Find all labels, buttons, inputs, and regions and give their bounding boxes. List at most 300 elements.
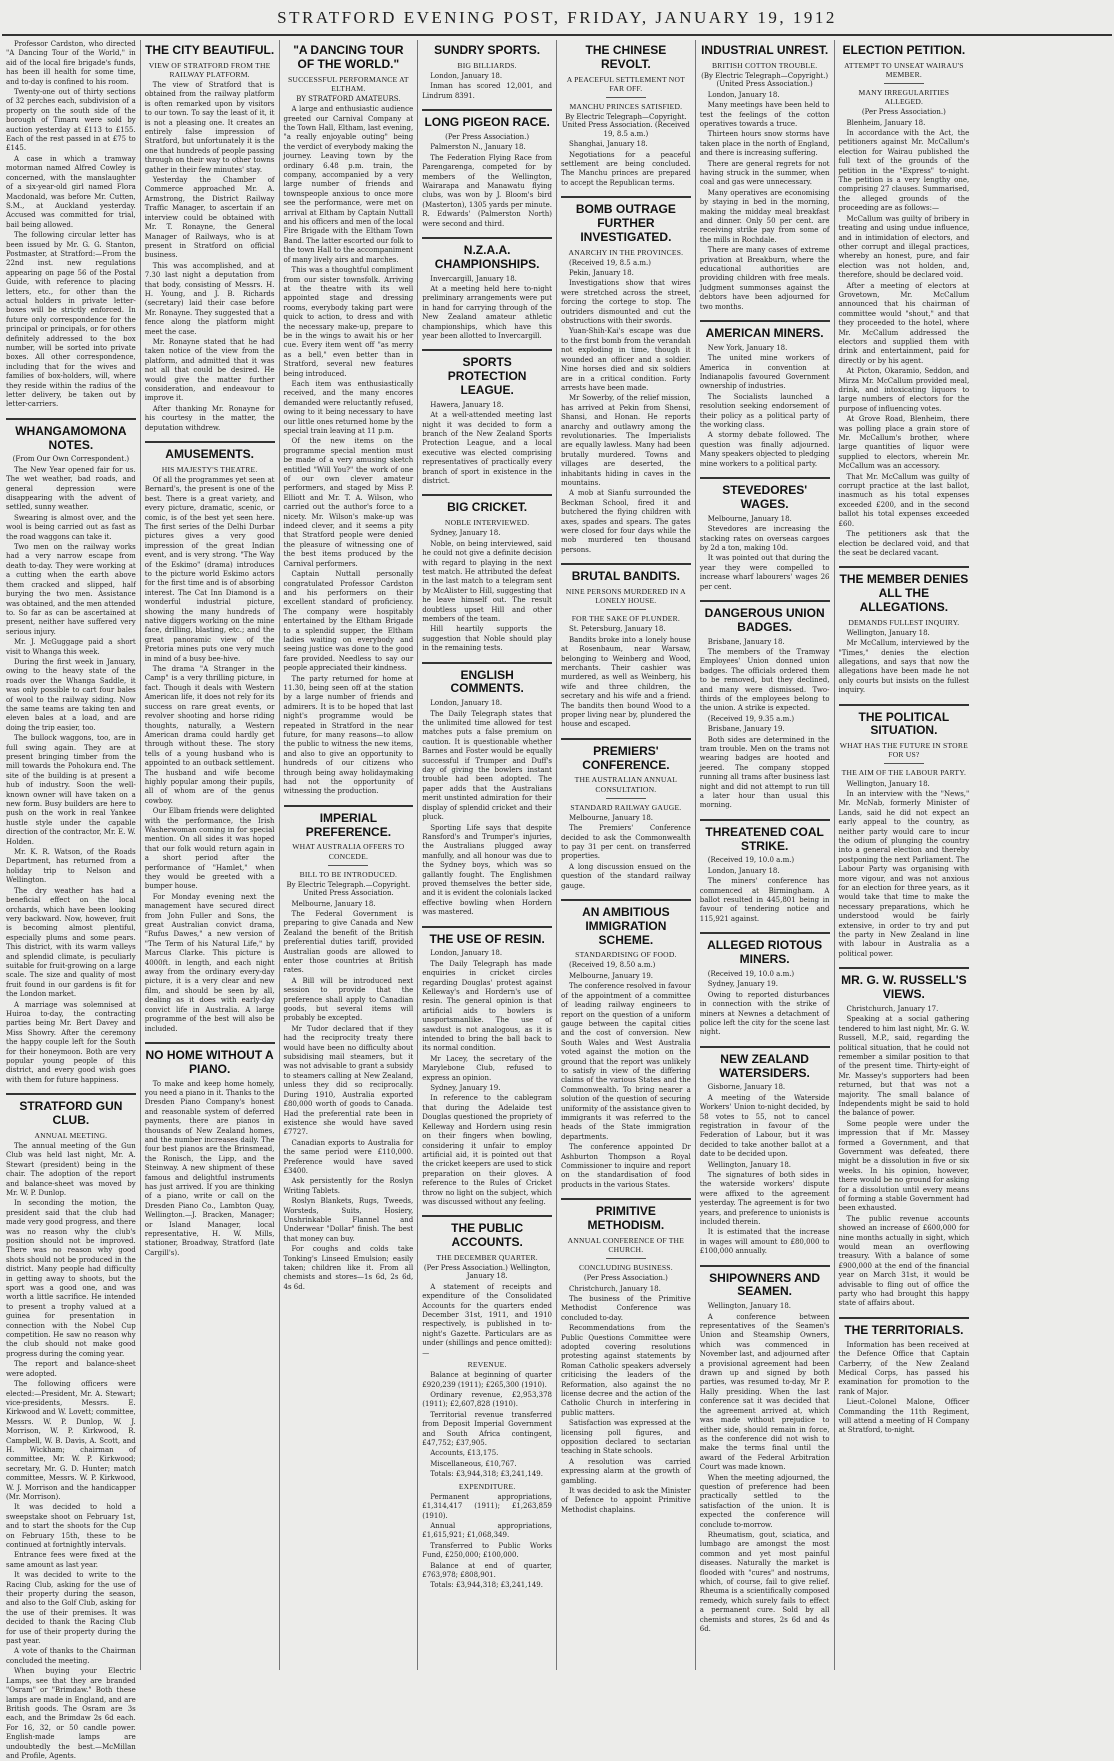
paragraph: A meeting of the Waterside Workers' Union to-night decided, by 58 votes to 55, not to cancel registration in favour of the Federation of Labour, but it was decided to take another ballot at a date to be decided upon. xyxy=(699,1093,830,1159)
article xyxy=(6,425,136,1085)
paragraph: At a well-attended meeting last night it was decided to form a branch of the New Zealand Sports Protection League, and a local executive was elected comprising representatives of practically every branch of sport in existence in the district. xyxy=(422,411,552,486)
article xyxy=(561,44,691,188)
subheadline: THE AIM OF THE LABOUR PARTY. xyxy=(841,768,967,778)
article xyxy=(284,44,414,797)
subheadline: ANARCHY IN THE PROVINCES. xyxy=(568,247,684,257)
paragraph: It was decided to ask the Minister of Defence to appoint Primitive Methodist chaplains. xyxy=(561,1487,691,1514)
paragraph: Mr. J. McGuggage paid a short visit to Whanga this week. xyxy=(6,638,136,656)
paragraph: Information has been received at the Defence Office that Captain Carberry, of the New Zealand Medical Corps, has passed his examination for promotion to the rank of Major. xyxy=(838,1340,970,1396)
article-separator xyxy=(700,600,830,602)
paragraph: Recommendations from the Public Questions Committee were adopted covering resolutions protesting against statements by Roman Catholic speakers adversely criticising the leaders of the Reformation, also against the no license decree and the action of the Catholic Church in interfering in public matters. xyxy=(561,1324,691,1417)
article-separator xyxy=(700,320,830,322)
article xyxy=(422,669,552,918)
article xyxy=(6,40,136,410)
paragraph: Both sides are determined in the tram trouble. Men on the trams not wearing badges are hooted and jeered. The company stopped running all trams after business last night and did not attempt to run till a later hour than usual this morning. xyxy=(699,735,830,810)
headline: THREATENED COAL STRIKE. xyxy=(705,824,824,853)
paragraph: There are general regrets for not having struck in the summer, when coal and gas were unnecessary. xyxy=(699,159,830,187)
paragraph: (Received 19, 10.0 a.m.) xyxy=(707,856,795,865)
paragraph: Mr Lacey, the secretary of the Marylebone Club, refused to express an opinion. xyxy=(422,1054,552,1082)
article-separator xyxy=(839,1317,970,1319)
column-2 xyxy=(141,40,280,1670)
headline: AMUSEMENTS. xyxy=(165,447,254,462)
article-separator xyxy=(561,196,691,198)
article-separator xyxy=(422,662,552,664)
paragraph: Stevedores are increasing the stacking rates on overseas cargoes by 2d a ton, making 10d. xyxy=(699,525,830,552)
paragraph: Many operatives are economising by staying in bed in the morning, making the midday meal breakfast and dinner. Only 50 per cent. are receiving strike pay from some of the mills in Rochdale. xyxy=(699,188,830,244)
paragraph: Gisborne, January 18. xyxy=(707,1083,786,1092)
paragraph: Blenheim, January 18. xyxy=(846,118,926,127)
paragraph: At Grove Road, Blenheim, there was polling place a grain store of Mr. McCallum's brother, where large quantities of liquor were supplied to electors, wherein Mr. McCallum was an accessory. xyxy=(838,415,970,471)
divider-rule xyxy=(884,763,924,764)
article xyxy=(145,1049,275,1258)
headline: SPORTS PROTECTION LEAGUE. xyxy=(447,355,527,397)
divider-rule xyxy=(606,798,646,799)
headline: MR. G. W. RUSSELL'S VIEWS. xyxy=(841,973,967,1002)
dateline: (Per Press Association.) Wellington, January 18. xyxy=(423,1264,551,1281)
paragraph: The Socialists launched a resolution seeking endorsement of their policy as a political party of the working class. xyxy=(699,392,830,430)
paragraph: The dry weather has had a beneficial effect on the local orchards, which have been looking very backward. Now, however, fruit is becoming almost plentiful, especially plums and some pears. This district, with its warm valleys and splendid climate, is peculiarly suitable for fruit-growing on a large scale. The size and quality of most fruit found in our gardens is fit for the London market. xyxy=(6,886,136,999)
paragraph: For coughs and colds take Tonking's Linseed Emulsion; easily taken; children like it. From all chemists and stores—1s 6d, 2s 6d, 4s 6d. xyxy=(283,1245,414,1291)
paragraph: London, January 18. xyxy=(430,71,503,80)
article xyxy=(700,1053,830,1257)
paragraph: The annual meeting of the Gun Club was held last night, Mr. A. Stewart (president) being in the chair. The adoption of the report and balance-sheet was moved by Mr. W. P. Dunlop. xyxy=(6,1141,136,1197)
paragraph: Noble, on being interviewed, said he could not give a definite decision with regard to playing in the next test match. He attributed the defeat in the last match to a telegram sent by McAlister to Hill, suggesting that he leave himself out. The result doubtless upset Hill and other members of the team. xyxy=(422,539,552,624)
paragraph: Twenty-one out of thirty sections of 32 perches each, subdivision of a property on the south side of the borough of Timaru were sold by auction yesterday at £113 to £155. Each of the rest passed in at £75 to £145. xyxy=(6,88,136,153)
article xyxy=(561,203,691,555)
paragraph: A long discussion ensued on the question of the standard railway gauge. xyxy=(561,862,691,890)
masthead-rule xyxy=(2,34,1112,36)
paragraph: Sporting Life says that despite Ransford's and Trumper's injuries, the Australians plugged away manfully, and all honour was due to the Sydney boys, which was so gallantly fought. The Englishmen proved themselves the better side, and it is evident the colonials lacked effective bowling when Hordern was mastered. xyxy=(422,823,552,917)
headline: THE CHINESE REVOLT. xyxy=(585,43,667,71)
paragraph: A case in which a tramway motorman named Alfred Cowley is concerned, with the manslaughter of a six-year-old girl named Flora Macdonald, was before Mr. Cutten, S.M., at Auckland yesterday. Accused was committed for trial, bail being allowed. xyxy=(6,154,136,229)
article-separator xyxy=(561,563,691,565)
article xyxy=(561,745,691,891)
headline: BIG CRICKET. xyxy=(447,500,528,515)
section-label: REVENUE. xyxy=(467,1360,507,1370)
article xyxy=(422,116,552,229)
subheadline: CONCLUDING BUSINESS. xyxy=(578,1263,673,1273)
article xyxy=(422,933,552,1208)
article xyxy=(561,1205,691,1515)
subheadline: VIEW OF STRATFORD FROM THE RAILWAY PLATFORM. xyxy=(148,60,271,79)
account-line: Permanent appropriations, £1,314,417 (1911); £1,263,859 (1910). xyxy=(422,1492,552,1520)
paragraph: The Federal Government is preparing to give Canada and New Zealand the benefit of the British preferential duties tariff, provided Australian goods are allowed to enter those countries at British rates. xyxy=(283,909,414,975)
article-separator xyxy=(6,1093,136,1095)
account-line: Balance at end of quarter, £763,978; £808,901. xyxy=(422,1561,552,1580)
article-separator xyxy=(6,418,136,420)
paragraph: The conference resolved in favour of the appointment of a committee of leading railway engineers to report on the question of a uniform gauge between the capital cities and the cost of conversion. New South Wales and West Australia voted against the motion on the ground that the report was unlikely to satisfy in view of the differing claims of the various States and the Commonwealth. To bring nearer a solution of the question of securing uniformity of the assistance given to immigrants it was referred to the heads of the State immigration departments. xyxy=(561,982,691,1141)
paragraph: London, January 18. xyxy=(707,866,780,875)
article xyxy=(422,356,552,486)
paragraph: A large and enthusiastic audience greeted our Carnival Company at the Town Hall, Eltham, last evening, "a really enjoyable outing" being the verdict of everybody making the journey. Leaving town by the ordinary 6.48 p.m. train, the company, accompanied by a very large number of friends and townspeople anxious to once more see the performance, were met on arrival at Eltham by Captain Nuttall and his officers and men of the local Fire Brigade with the Eltham Town Band. The latter escorted our folk to the town Hall to the accompaniment of many lively airs and marches. xyxy=(283,105,414,264)
paragraph: The Premiers' Conference decided to ask the Commonwealth to pay 31 per cent. on transferred properties. xyxy=(561,824,691,861)
headline: SUNDRY SPORTS. xyxy=(434,43,541,57)
paragraph: The following officers were elected:—President, Mr. A. Stewart; vice-presidents, Messrs. E. Kirkwood and W. Lovett; committee, Messrs. W. P. Dunlop, W. J. Morrison, W. P. Kirkwood, R. Campbell, W. B. Davis, A. Scott, and H. Wickham; chairman of committee, Mr. W. P. Kirkwood; secretary, Mr. G. D. Hunter; match committee, Messrs. W. P. Kirkwood, W. J. Morrison and the handicapper (Mr. Morrison). xyxy=(6,1380,136,1501)
paragraph: Satisfaction was expressed at the licensing poll figures, and opposition declared to sectarian teaching in State schools. xyxy=(561,1419,691,1456)
dateline: By Electric Telegraph—Copyright. United Press Association. (Received 19, 8.5 a.m.) xyxy=(561,112,690,138)
paragraph: Roslyn Blankets, Rugs, Tweeds, Worsteds, Suits, Hosiery, Unshrinkable Flannel and Underwear "Dollar" finish. The best that money can buy. xyxy=(283,1197,414,1243)
paragraph: London, January 18. xyxy=(707,90,780,99)
paragraph: Of the new items on the programme special mention must be made of a very amusing sketch entitled "Will You?" the work of one of our own clever amateur performers, and staged by Miss P. Elliott and Mr. T. A. Wilson, who carried out the author's force to a nicety. Mr. Wilson's make-up was indeed clever, and it seems a pity that Stratford people were denied the pleasure of witnessing one of the best items produced by the Carnival performers. xyxy=(283,437,414,568)
article xyxy=(839,974,970,1309)
paragraph: Palmerston N., January 18. xyxy=(430,143,526,152)
divider-rule xyxy=(606,609,646,610)
paragraph: The members of the Tramway Employees' Union donned union badges. The officials ordered them to be removed, but they declined, and many were dismissed. Two-thirds of the employees belong to the union. A strike is expected. xyxy=(699,647,830,713)
paragraph: Speaking at a social gathering tendered to him last night, Mr. G. W. Russell, M.P., said, regarding the political situation, that he could not remember a similar position to that of the present time. Thirty-eight of Mr. Massey's supporters had been returned, but that was not a majority. The small balance of Independents might be said to hold the balance of power. xyxy=(838,1015,970,1118)
paragraph: Of all the programmes yet seen at Bernard's, the present is one of the best. There is a great variety, and every picture, dramatic, scenic, or comic, is of the best yet seen here. The first series of the Delhi Durbar pictures gives a very good impression of the great Indian event, and is very strong. "The Way of the Eskimo" (drama) introduces to the picture world Eskimo actors for the first time and is of absorbing interest. The Cat Inn Diamond is a wonderful industrial picture, showing the many hundreds of native diggers working on the mine face, drilling, blasting, etc.; and the great panoramic view of the Pretoria mines puts one very much in mind of a busy bee-hive. xyxy=(144,475,275,663)
paragraph: Christchurch, January 17. xyxy=(846,1004,939,1013)
paragraph: Yuan-Shih-Kai's escape was due to the first bomb from the verandah not exploding in time, though it wounded an officer and a soldier. Nine horses died and six soldiers are in a critical condition. Forty arrests have been made. xyxy=(561,327,691,392)
headline: SHIPOWNERS AND SEAMEN. xyxy=(709,1270,821,1299)
article xyxy=(422,1222,552,1590)
paragraph: Sydney, January 19. xyxy=(707,980,778,989)
paragraph: Canadian exports to Australia for the same period were £110,000. Preference would have saved £3400. xyxy=(283,1138,414,1175)
article xyxy=(700,1272,830,1635)
headline: DANGEROUS UNION BADGES. xyxy=(704,605,825,634)
paragraph: The signatures of both sides in the waterside workers' dispute were affixed to the agreement yesterday. The agreement is for two years, and preference to unionists is included therein. xyxy=(699,1170,830,1227)
subheadline: WHAT AUSTRALIA OFFERS TO CONCEDE. xyxy=(292,842,405,861)
paragraph: The bullock waggons, too, are in full swing again. They are at present bringing timber from the mill towards the Pohokura end. The site of the building is at present a hub of industry. Soon the well-known owner will have taken on a new form. Busy builders are here to push on the work in real Yankee hustle style under the capable direction of the contractor, Mr. E. W. Holden. xyxy=(6,734,136,846)
paragraph: Captain Nuttall personally congratulated Professor Cardston and his performers on their excellent standard of proficiency. The company were hospitably entertained by the Eltham Brigade to a splendid supper, the Eltham ladies waiting on everybody and seeing justice was done to the good fare provided. Needless to say our people appreciated their kindness. xyxy=(283,570,414,673)
paragraph: This was a thoughtful compliment from our sister townsfolk. Arriving at the theatre with its well appointed stage and dressing rooms, everybody taking part were quick to action, to dress and with the necessary make-up, prepare to be in the wings to await his or her cue. Every item went off "as merry as a bell," even better than in Stratford, several new features being introduced. xyxy=(283,266,414,378)
paragraph: After thanking Mr. Ronayne for his courtesy in the matter, the deputation withdrew. xyxy=(144,404,275,432)
paragraph: Mr McCallum, interviewed by the "Times," denies the election allegations, and says that now the allegations have been made he not only courts but insists on the fullest inquiry. xyxy=(838,639,970,695)
headline: PREMIERS' CONFERENCE. xyxy=(582,743,670,772)
headline: AMERICAN MINERS. xyxy=(705,326,824,341)
article xyxy=(145,44,275,433)
paragraph: A mob at Sianfu surrounded the Beckman School, fired it and butchered the flying children with axes, spades and spears. The gates were closed for four days while the mob murdered ten thousand persons. xyxy=(561,489,691,554)
article-separator xyxy=(422,109,552,111)
subheadline: THE DECEMBER QUARTER. xyxy=(436,1252,538,1262)
headline: BOMB OUTRAGE FURTHER INVESTIGATED. xyxy=(575,202,676,244)
divider-rule xyxy=(606,1258,646,1259)
article-separator xyxy=(422,237,552,239)
headline: NO HOME WITHOUT A PIANO. xyxy=(145,1047,274,1076)
paragraph: Brisbane, January 18. xyxy=(707,637,785,646)
paragraph: During the first week in January, owing to the heavy state of the roads over the Whanga Saddle, it was only possible to cart four bales of wool to the railway siding. Now the same teams are taking ten and eleven bales at a load, and are doing the trip easier, too. xyxy=(6,657,136,732)
paragraph: The New Year opened fair for us. The wet weather, bad roads, and general depression were disappearing with the advent of settled, sunny weather. xyxy=(6,465,136,512)
headline: INDUSTRIAL UNREST. xyxy=(701,43,829,57)
paragraph: At a meeting held here to-night preliminary arrangements were put in hand for carrying through of the New Zealand amateur athletic championships, which have this year been allotted to Invercargill. xyxy=(422,284,552,340)
article xyxy=(422,501,552,653)
article-separator xyxy=(839,704,970,706)
paragraph: Brisbane, January 19. xyxy=(707,725,785,734)
headline: IMPERIAL PREFERENCE. xyxy=(305,810,392,839)
subheadline: ANNUAL CONFERENCE OF THE CHURCH. xyxy=(567,1235,685,1254)
headline: ALLEGED RIOTOUS MINERS. xyxy=(707,938,823,967)
paragraph: Entrance fees were fixed at the same amount as last year. xyxy=(6,1551,136,1569)
paragraph: Shanghai, January 18. xyxy=(569,140,648,149)
headline: THE USE OF RESIN. xyxy=(429,931,545,946)
paragraph: Wellington, January 18. xyxy=(846,628,930,637)
paragraph: A statement of receipts and expenditure of the Consolidated Accounts for the quarters ended December 31st, 1911, and 1910 respectively, is published in to-night's Gazette. Particulars are as under (shillings and pence omitted):— xyxy=(422,1282,552,1357)
headline: THE POLITICAL SITUATION. xyxy=(858,709,950,738)
paragraph: Each item was enthusiastically received, and the many encores demanded were reluctantly refused, owing to it being necessary to have our little ones returned home by the special train leaving at 11 p.m. xyxy=(283,379,414,436)
divider-rule xyxy=(328,865,368,866)
paragraph: Negotiations for a peaceful settlement are being concluded. The Manchu princes are prepared to accept the Republican terms. xyxy=(561,150,691,187)
paragraph: A vote of thanks to the Chairman concluded the meeting. xyxy=(6,1647,136,1665)
paragraph: Christchurch, January 18. xyxy=(569,1284,661,1293)
paragraph: Sydney, January 19. xyxy=(430,1084,501,1093)
article xyxy=(145,448,275,1034)
article-separator xyxy=(145,441,275,443)
section-label: EXPENDITURE. xyxy=(458,1481,516,1491)
headline: NEW ZEALAND WATERSIDERS. xyxy=(719,1051,810,1080)
subheadline: STANDARD RAILWAY GAUGE. xyxy=(570,802,682,812)
column-4 xyxy=(418,40,557,1670)
paragraph: Melbourne, January 18. xyxy=(707,514,792,523)
article-separator xyxy=(700,1265,830,1267)
headline: BRUTAL BANDITS. xyxy=(571,569,680,584)
divider-rule xyxy=(606,97,646,98)
paragraph: Melbourne, January 19. xyxy=(569,971,654,980)
paragraph: This was accomplished, and at 7.30 last night a deputation from that body, consisting of Messrs. H. H. Young, and J. B. Richards (secretary) laid their case before Mr. Ronayne. They suggested that a fence along the platform might meet the case. xyxy=(144,261,275,336)
paragraph: To make and keep home homely, you need a piano in it. Thanks to the Dresden Piano Company's honest and reasonable system of deferred payments, there are pianos in thousands of New Zealand homes, and the number increases daily. The four best pianos are the Brinsmead, the Ronisch, the Lipp, and the Steinway. A new shipment of these famous and delightful instruments has just arrived. If you are thinking of a piano, write or call on the Dresden Piano Co., Lambton Quay, Wellington.—J. Bracken, Manager; or Island Manager, local representative, H. W. Mills, stationer, Broadway, Stratford (late Cargill's). xyxy=(144,1079,275,1257)
headline: THE TERRITORIALS. xyxy=(844,1322,964,1337)
headline: ENGLISH COMMENTS. xyxy=(450,667,524,696)
paragraph: Mr. Ronayne stated that he had taken notice of the view from the platform, and admitted that it was not all that could be desired. He would give the matter further consideration, and endeavour to improve it. xyxy=(144,337,275,403)
paragraph: Mr Sowerby, of the relief mission, has arrived at Pekin from Shensi, Shansi, and Honan. He reports anarchy and outlawry among the revolutionaries. The Imperialists are equally lawless. Many had been brutally murdered. Towns and villages are deserted, the inhabitants hiding in caves in the mountains. xyxy=(561,394,691,487)
paragraph: Ask persistently for the Roslyn Writing Tablets. xyxy=(283,1177,414,1195)
paragraph: The report and balance-sheet were adopted. xyxy=(6,1360,136,1378)
paragraph: The view of Stratford that is obtained from the railway platform is often remarked upon by visitors to our town. To say the least of it, it is not a pleasing one. It creates an entirely false impression of Stratford, but unfortunately it is the one that hundreds of people passing through on their way to other towns gather in their few minutes' stay. xyxy=(144,81,275,174)
article-separator xyxy=(839,566,970,568)
article xyxy=(700,826,830,924)
subheadline: STANDARDISING OF FOOD. xyxy=(575,950,677,960)
article-separator xyxy=(700,477,830,479)
paragraph: Bandits broke into a lonely house at Rosenbaum, near Warsaw, belonging to Weinberg and Wood, merchants. Their cashier was murdered, as well as Weinberg, his wife and three children, the secretary and his wife and a friend. The bandits then bound Wood to a proper living near by, plundered the house and escaped. xyxy=(561,635,691,729)
account-line: Accounts, £13,175. xyxy=(430,1449,499,1458)
paragraph: Wellington, January 18. xyxy=(707,1302,792,1311)
paragraph: It is estimated that the increase in wages will amount to £80,000 to £100,000 annually. xyxy=(699,1228,830,1256)
paragraph: Hill heartily supports the suggestion that Noble should play in the remaining tests. xyxy=(422,625,552,653)
dateline: (Per Press Association.) xyxy=(445,132,530,141)
paragraph: (Received 19, 8.50 a.m.) xyxy=(569,961,656,970)
paragraph: It was decided to hold a sweepstake shoot on February 1st, and to start the shoots for the Cup on February 15th, these to be continued at fortnightly intervals. xyxy=(6,1503,136,1549)
article xyxy=(839,711,970,960)
article xyxy=(839,1324,970,1436)
paragraph: A resolution was carried expressing alarm at the growth of gambling. xyxy=(561,1457,691,1485)
paragraph: The business of the Primitive Methodist Conference was concluded to-day. xyxy=(561,1294,691,1322)
paragraph: In accordance with the Act, the petitioners against Mr. McCallum's election for Wairau published the full text of the grounds of the petition in the "Express" to-night. The petition is a very lengthy one, comprising 27 clauses. Summarised, the alleged grounds of the proceeding are as follows:— xyxy=(838,129,970,213)
paragraph: The public revenue accounts showed an increase of £600,000 for nine months actually in sight, which would mean an overflowing treasury. With a balance of some £900,000 at the end of the financial year on March 31st, it would be advisable to fling out of office the party who had brought this happy state of affairs about. xyxy=(838,1214,970,1308)
account-line: Balance at beginning of quarter £920,239 (1911); £265,300 (1910). xyxy=(422,1371,552,1389)
paragraph: The conference appointed Dr Ashburton Thompson a Royal Commissioner to inquire and report on the standardisation of food products in the various States. xyxy=(561,1143,691,1189)
subheadline: THE AUSTRALIAN ANNUAL CONSULTATION. xyxy=(574,775,678,794)
dateline: (Per Press Association.) xyxy=(583,1274,668,1283)
headline: THE PUBLIC ACCOUNTS. xyxy=(451,1221,524,1250)
article-separator xyxy=(839,967,970,969)
dateline: (Per Press Association.) xyxy=(861,108,946,117)
account-line: Annual appropriations, £1,615,921; £1,068,349. xyxy=(422,1521,552,1540)
paragraph: Our Elbam friends were delighted with the performance, the Irish Washerwoman coming in for special mention. On all sides it was hoped that our folk would return again in a short period after the performance of "Hamlet," when they would be greeted with a bumper house. xyxy=(144,807,275,891)
paragraph: A Bill will be introduced next session to provide that the preference shall apply to Canadian goods, but several items will probably be excepted. xyxy=(283,976,414,1023)
column-3 xyxy=(280,40,419,1670)
paragraph: Professor Cardston, who directed "A Dancing Tour of the World," in aid of the local fire brigade's funds, has been ill health for some time, and to-day is confined to his room. xyxy=(6,40,136,86)
dateline: (From Our Own Correspondent.) xyxy=(12,455,130,464)
article xyxy=(700,607,830,811)
paragraph: The party returned for home at 11.30, being seen off at the station by a large number of friends and admirers. It is to be hoped that last night's programme would be repeated in Stratford in the near future, for many reasons—to allow the public to witness the new items, and also to give an opportunity to hundreds of our citizens who through being away holidaymaking had not the opportunity of witnessing the production. xyxy=(283,674,414,796)
article-separator xyxy=(422,926,552,928)
article xyxy=(700,939,830,1037)
newspaper-page xyxy=(2,40,1112,1760)
subheadline: MANCHU PRINCES SATISFIED. xyxy=(569,101,683,111)
paragraph: Wellington, January 18. xyxy=(707,1160,792,1169)
paragraph: (Received 19, 9.35 a.m.) xyxy=(707,714,795,723)
article-separator xyxy=(700,1046,830,1048)
paragraph: For Monday evening next the management have secured direct from John Fuller and Sons, the great Australian convict drama, "Rufus Dawes," a new version of "The Term of his Natural Life," by Marcus Clarke. This picture is 4000ft. in length, and each night away from the ordinary every-day picture, it is a very clear and new film, and should be seen by all, dealing as it does with early-day convict life in Australia. A large programme of the best will also be included. xyxy=(144,892,275,1033)
subheadline: BILL TO BE INTRODUCED. xyxy=(299,869,398,879)
article-separator xyxy=(284,805,414,807)
column-6 xyxy=(696,40,835,1670)
subheadline: SUCCESSFUL PERFORMANCE AT ELTHAM. xyxy=(287,74,409,93)
paragraph: London, January 18. xyxy=(430,949,503,958)
paragraph: The drama "A Stranger in the Camp" is a very thrilling picture, in fact. Though it deals with Western American life, it does not rely for its success on rare great events, or revolver shooting and horse riding thoughts, naturally, a Western American drama could hardly get through without these. The story tells of a young husband who is appointed to an outback settlement. The husband and wife become highly popular among their pupils, all of whom are of the genus cowboy. xyxy=(144,665,275,805)
headline: THE CITY BEAUTIFUL. xyxy=(145,43,275,57)
headline: ELECTION PETITION. xyxy=(842,43,966,57)
paragraph: In an interview with the "News," Mr. McNab, formerly Minister of Lands, said he did not expect an early appeal to the country, as neither party would care to incur the odium of plunging the country into a general election and thereby postponing the next Parliament. The Labour Party was organising with more vigour, and was not anxious for an election for three years, as it would take that time to make the necessary preparations, which he understood would be fairly extensive, in order to try and put the party in New Zealand in line with labour in Australia as a political power. xyxy=(838,789,970,958)
column-5 xyxy=(557,40,696,1670)
dateline: (By Electric Telegraph—Copyright.) (United Press Association.) xyxy=(701,71,829,89)
headline: PRIMITIVE METHODISM. xyxy=(587,1204,665,1233)
article xyxy=(700,484,830,592)
account-line: Totals: £3,944,318; £3,241,149. xyxy=(430,1470,543,1479)
article xyxy=(839,44,970,558)
paragraph: Melbourne, January 18. xyxy=(291,899,376,908)
paragraph: Owing to reported disturbances in connection with the strike of miners at Newnes a detachment of police left the city for the scene last night. xyxy=(699,990,830,1037)
divider-rule xyxy=(884,83,924,84)
subheadline: FOR THE SAKE OF PLUNDER. xyxy=(571,614,680,624)
article-separator xyxy=(700,932,830,934)
article-separator xyxy=(561,1198,691,1200)
subheadline: NINE PERSONS MURDERED IN A LONELY HOUSE. xyxy=(565,587,686,606)
column-7 xyxy=(835,40,974,1670)
headline: N.Z.A.A. CHAMPIONSHIPS. xyxy=(434,242,540,271)
article-separator xyxy=(422,494,552,496)
paragraph: Mr. K. R. Watson, of the Roads Department, has returned from a holiday trip to Nelson and Wellington. xyxy=(6,848,136,885)
paragraph: It was pointed out that during the year they were compelled to increase wharf labourers' wages 26 per cent. xyxy=(699,554,830,591)
subheadline: MANY IRREGULARITIES ALLEGED. xyxy=(858,88,950,107)
article xyxy=(700,44,830,312)
headline: "A DANCING TOUR OF THE WORLD." xyxy=(293,43,404,71)
article xyxy=(839,573,970,695)
paragraph: The Federation Flying Race from Parengarenga, competed for by members of the Wellington, Wairarapa and Manawatu flying clubs, was won by J. Bloom's bird (Masterton), 1305 yards per minute. R. Edwards' (Palmerston North) were second and third. xyxy=(422,153,553,228)
paragraph: In reference to the cablegram that during the Adelaide test Douglas questioned the propriety of Kelleway and Hordern using resin on their fingers when bowling, considering it unfair to employ artificial aid, it is pointed out that the cricket keepers are used to stick preparation on their gloves. A reference to the Rules of Cricket throw no light on the subject, which was discussed without any feeling. xyxy=(422,1094,552,1206)
paragraph: The Daily Telegraph states that the unlimited time allowed for test matches puts a false premium on caution. It is questionable whether Barnes and Foster would be equally successful if Trumper and Duff's day of giving the bowlers instant trouble had been adopted. The paper adds that the Australians merit unstinted admiration for their display of splendid cricket and their pluck. xyxy=(422,709,552,822)
headline: STRATFORD GUN CLUB. xyxy=(19,1099,123,1128)
masthead: STRATFORD EVENING POST, FRIDAY, JANUARY 19, 1912 xyxy=(277,8,837,27)
article xyxy=(284,812,414,1292)
paragraph: McCallum was guilty of bribery in treating and using undue influence, and in intimidation of electors, and other corrupt and illegal practices, whereby an honest, pure, and fair election was not holden, and, therefore, should be declared void. xyxy=(838,214,970,280)
paragraph: Hawera, January 18. xyxy=(430,400,504,409)
paragraph: At Picton, Okaramio, Seddon, and Mirza Mr. McCallum provided meal, drink, and intoxicating liquors to large numbers of electors for the purpose of influencing votes. xyxy=(838,367,970,413)
paragraph: (Received 19, 10.0 a.m.) xyxy=(707,969,795,978)
paragraph: Lieut.-Colonel Malone, Officer Commanding the 11th Regiment, will attend a meeting of H Company at Stratford, to-night. xyxy=(838,1398,970,1435)
paragraph: Wellington, January 18. xyxy=(846,779,930,788)
paragraph: Invercargill, January 18. xyxy=(430,274,517,283)
paragraph: London, January 18. xyxy=(430,699,503,708)
headline: THE MEMBER DENIES ALL THE ALLEGATIONS. xyxy=(839,572,969,614)
subheadline: DEMANDS FULLEST INQUIRY. xyxy=(848,617,960,627)
article-separator xyxy=(145,1042,275,1044)
article xyxy=(422,244,552,341)
paragraph: Rheumatism, gout, sciatica, and lumbago are amongst the most common and yet most painful diseases. Naturally the market is flooded with "cures" and nostrums, which, of course, fail to give relief. Rheuma is a scientifically composed remedy, which surely fails to effect a permanent cure. Sold by all chemists and stores, 2s 6d and 4s 6d. xyxy=(699,1530,830,1634)
article xyxy=(561,906,691,1190)
headline: AN AMBITIOUS IMMIGRATION SCHEME. xyxy=(582,904,670,947)
paragraph: Yesterday the Chamber of Commerce approached Mr. A. Armstrong, the District Railway Traffic Manager, to ascertain if an interview could be obtained with Mr. T. Ronayne, the General Manager of Railways, who is at present in Stratford on official business. xyxy=(144,176,275,260)
paragraph: A marriage was solemnised at Huiroa to-day, the contracting parties being Mr. Bert Davey and Miss Showry. After the ceremony the happy couple left for the South for their honeymoon. Both are very popular young people of this district, and every good wish goes with them for future happiness. xyxy=(6,1000,136,1084)
paragraph: There are many cases of extreme privation at Breakburn, where the educational authorities are providing children with free meals. Judgment summonses against the debtors have been adjourned for two months. xyxy=(699,246,830,311)
paragraph: Two men on the railway works had a very narrow escape from death to-day. They were working at a cutting when the earth above them cracked and slipped, half burying the two men. Assistance was obtained, and the men attended to. So far as can be ascertained at present, neither have suffered very serious injury. xyxy=(6,543,136,636)
paragraph: Swearing is almost over, and the wool is being carried out as fast as the road waggons can take it. xyxy=(6,513,136,541)
paragraph: (Received 19, 8.5 a.m.) xyxy=(569,258,651,267)
paragraph: Inman has scored 12,001, and Lindrum 8391. xyxy=(422,82,552,100)
paragraph: In seconding the motion, the president said that the club had made very good progress, and there was no reason why the club's position should not be improved. There was no reason why good shots should not be produced in the district. Many people had difficulty in getting away to shoots, but the sport was a good one, and was worth a little sacrifice. He intended to present a trophy valued at a guinea for presentation in connection with the Nobel Cup competition. He saw no reason why the club should not make good progress during the coming year. xyxy=(6,1199,136,1358)
article-separator xyxy=(422,1215,552,1217)
account-line: Miscellaneous, £10,767. xyxy=(430,1459,517,1468)
paragraph: That Mr. McCallum was guilty of corrupt practice at the last ballot, inasmuch as his total expenses exceeded £200, and in the second ballot his total expenses exceeded £60. xyxy=(838,472,970,528)
paragraph: The Daily Telegraph has made enquiries in cricket circles regarding Douglas' protest against Kelleway's and Hordern's use of resin. The general opinion is that artificial aids to bowlers is unsportsmanlike. The use of sawdust is not analogous, as it is intended to bring the ball back to its normal condition. xyxy=(422,959,552,1053)
account-line: Territorial revenue transferred from Deposit Imperial Government and South Africa contingent, £47,752; £37,905. xyxy=(422,1410,552,1448)
article xyxy=(700,327,830,469)
subheadline: BIG BILLIARDS. xyxy=(457,60,517,70)
subheadline: WHAT HAS THE FUTURE IN STORE FOR US? xyxy=(839,741,968,760)
subheadline: A PEACEFUL SETTLEMENT NOT FAR OFF. xyxy=(566,74,686,93)
paragraph: A stormy debate followed. The question was finally adjourned. Many speakers objected to pledging mine workers to a political party. xyxy=(699,431,830,468)
paragraph: Pekin, January 18. xyxy=(569,269,634,278)
paragraph: Melbourne, January 18. xyxy=(569,813,654,822)
paragraph: Thirteen hours snow storms have taken place in the north of England, and there is increasing suffering. xyxy=(699,130,830,158)
subheadline: ATTEMPT TO UNSEAT WAIRAU'S MEMBER. xyxy=(844,60,964,79)
subheadline: NOBLE INTERVIEWED. xyxy=(444,518,530,528)
paragraph: Many meetings have been held to test the feelings of the cotton operatives towards a truce. xyxy=(699,101,830,128)
paragraph: When buying your Electric Lamps, see that they are branded "Osram" or "Brimdaw." Both these lamps are made in England, and are British goods. The Osram are 3s each, and the Brimdaw 2s 6d each. For 16, 32, or 50 candle power. English-made lamps are undoubtedly the best.—McMillan and Profile, Agents. xyxy=(6,1667,136,1760)
paragraph: The miners' conference has commenced at Birmingham. A ballot resulted in 445,801 being in favour of tendering notice and 115,921 against. xyxy=(699,877,830,923)
headline: WHANGAMOMONA NOTES. xyxy=(15,423,127,452)
article xyxy=(561,570,691,730)
account-line: Ordinary revenue, £2,953,378 (1911); £2,607,828 (1910). xyxy=(422,1391,552,1409)
subheadline: BRITISH COTTON TROUBLE. xyxy=(711,60,818,70)
subheadline: HIS MAJESTY'S THEATRE. xyxy=(161,464,258,474)
paragraph: A conference between representatives of the Seamen's Union and Steamship Owners, which was commenced in November last, and adjourned after a provisional agreement had been drawn up and signed by both parties, was resumed to-day, Mr P. Hally presiding. When the last conference sat it was decided that the agreement arrived at, which was made without prejudice to either side, should remain in force, as the conference did not wish to make the terms final until the award of the Federal Arbitration Court was made known. xyxy=(699,1312,830,1472)
article-separator xyxy=(700,819,830,821)
paragraph: When the meeting adjourned, the question of preference had been practically settled to the satisfaction of the union. It is expected the conference will conclude to-morrow. xyxy=(699,1473,830,1529)
headline: LONG PIGEON RACE. xyxy=(424,115,550,130)
headline: STEVEDORES' WAGES. xyxy=(722,483,808,511)
account-line: Transferred to Public Works Fund, £250,000; £100,000. xyxy=(422,1541,552,1560)
paragraph: It was decided to write to the Racing Club, asking for the use of their property during the season, and also to the Golf Club, asking for the use of their premises. It was decided to thank the Racing Club for use of their property during the past year. xyxy=(6,1571,136,1646)
paragraph: New York, January 18. xyxy=(707,343,788,352)
account-line: Totals: £3,944,318; £3,241,149. xyxy=(430,1581,543,1590)
column-1 xyxy=(2,40,141,1760)
paragraph: St. Petersburg, January 18. xyxy=(569,625,666,634)
paragraph: Investigations show that wires were stretched across the street, forcing the cortege to stop. The outriders dismounted and cut the obstructions with their swords. xyxy=(561,279,691,326)
paragraph: Some people were under the impression that if Mr. Massey formed a Government, and that Government was defeated, there might be a dissolution in five or six weeks. In his opinion, however, there would be no ground for asking for a dissolution until every means of forming a stable Government had been exhausted. xyxy=(838,1119,970,1213)
dateline: By Electric Telegraph.—Copyright. United Press Association. xyxy=(286,880,411,898)
paragraph: Sydney, January 18. xyxy=(430,529,501,538)
paragraph: The united mine workers of America in convention at Indianapolis favoured Government ownership of industries. xyxy=(699,354,830,391)
paragraph: The following circular letter has been issued by Mr. G. G. Stanton, Postmaster, at Stratford:—From the 22nd inst. new regulations appearing on page 56 of the Postal Guide, with reference to placing letters, etc., for other than the actual holders in private letter-boxes will be strictly enforced. In future only correspondence for the principal or principals, or for others definitely addressed to the box number, will be sorted into private boxes. All other correspondence, including that for the wives and families of box-holders, will, where they reside within the radius of the letter delivery, be taken out by letter-carriers. xyxy=(6,231,136,409)
article-separator xyxy=(561,738,691,740)
article-separator xyxy=(422,349,552,351)
article-separator xyxy=(561,899,691,901)
paragraph: The petitioners ask that the election be declared void, and that the seat be declared vacant. xyxy=(838,530,970,557)
paragraph: Mr Tudor declared that if they had the reciprocity treaty there would have been no difficulty about subsidising mail steamers, but it was not advisable to grant a subsidy to steamers calling at New Zealand, unless they did so reciprocally. During 1910, Australia exported £80,000 worth of goods to Canada. Had the preferential rate been in existence she would have saved £7727. xyxy=(283,1024,414,1137)
article xyxy=(6,1100,136,1761)
dateline: BY STRATFORD AMATEURS. xyxy=(296,94,401,103)
article xyxy=(422,44,552,101)
paragraph: After a meeting of electors at Grovetown, Mr. McCallum announced that his chairman of committee would "shout," and that they proceeded to the hotel, where Mr. McCallum addressed the electors and supplied them with drink and entertainment, paid for directly or by his agent. xyxy=(838,281,970,365)
